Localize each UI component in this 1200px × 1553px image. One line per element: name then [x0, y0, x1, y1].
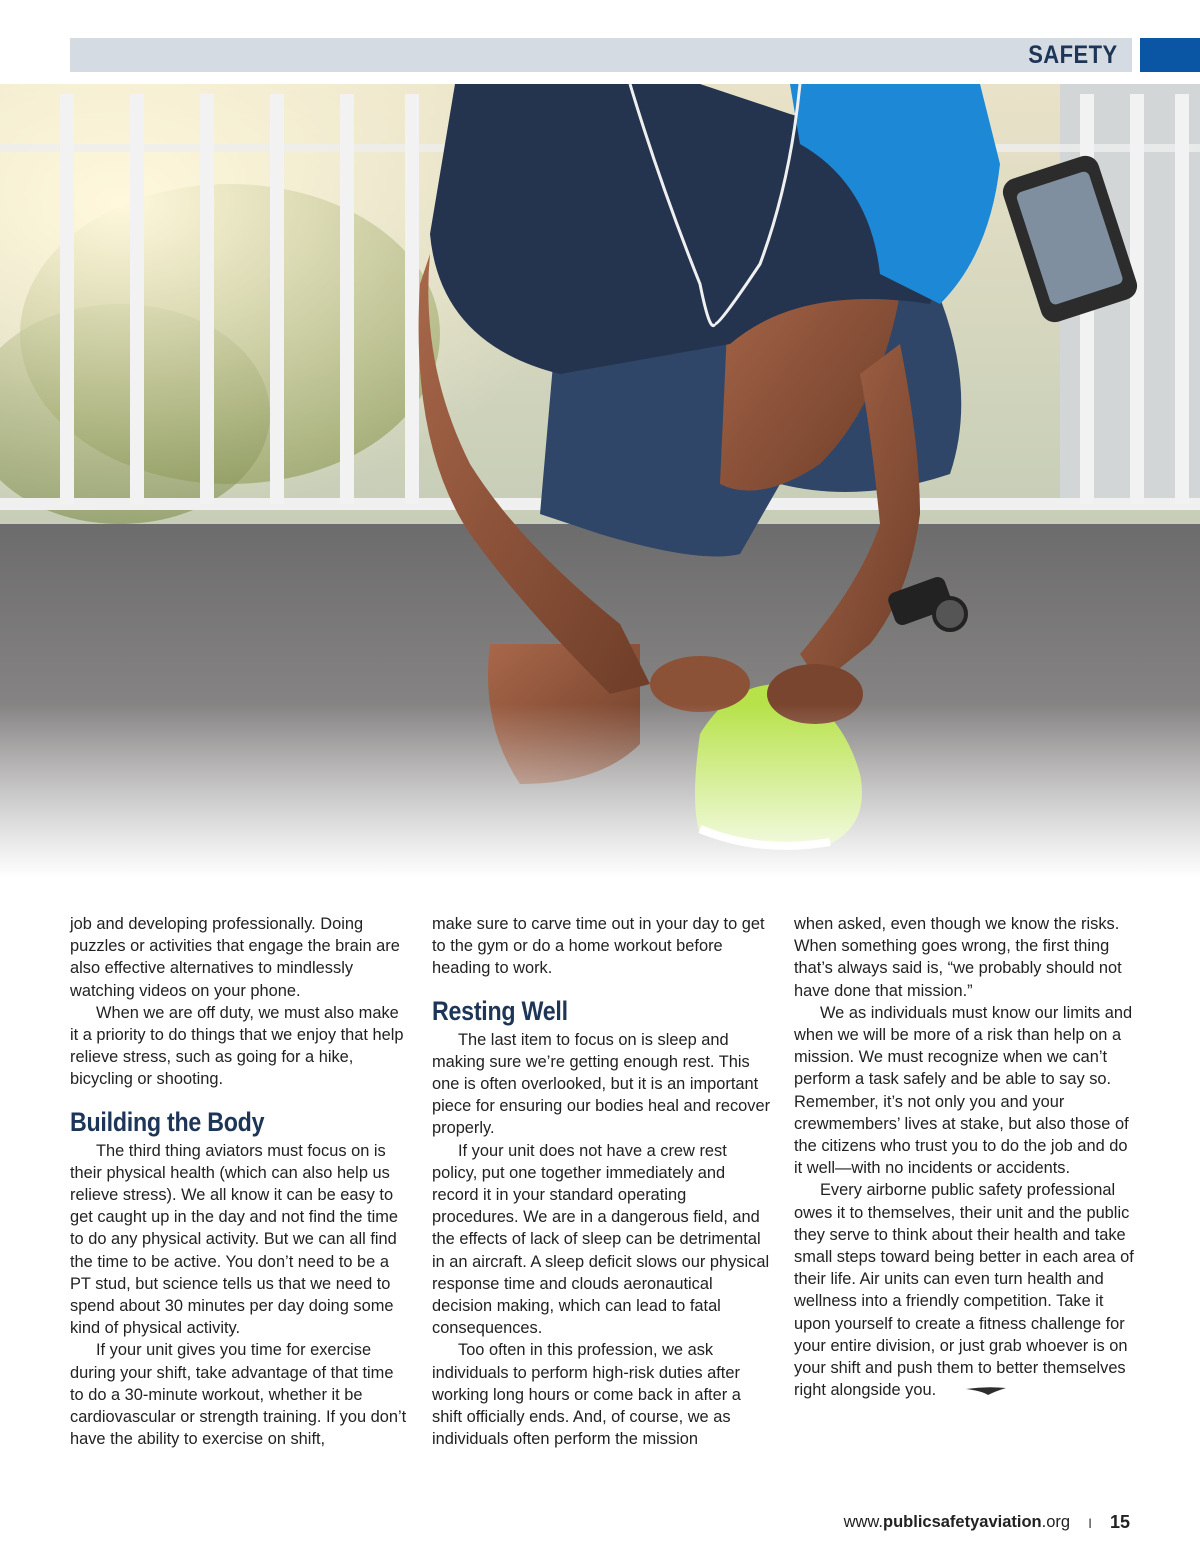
- paragraph-text: Every airborne public safety professional owes it to themselves, their unit and the public they serve to think about their health and take small steps toward being better in each area of their life. Air units can even turn health and wellness into a friendly competition. Take it upon yourself to create a fitness challenge for your entire division, or just grab whoever is on your shift and push them to better themselves right alongside you.: [794, 1181, 1134, 1400]
- url-domain: publicsafetyaviation: [883, 1513, 1042, 1531]
- paragraph: make sure to carve time out in your day to get to the gym or do a home workout before heading to work.: [432, 915, 765, 978]
- url-suffix: .org: [1041, 1513, 1071, 1531]
- footer-separator: I: [1088, 1514, 1092, 1531]
- section-heading-resting-well: Resting Well: [432, 995, 568, 1026]
- article-column-1: [70, 913, 410, 1450]
- page-footer: [844, 1512, 1130, 1533]
- paragraph: when asked, even though we know the risks. When something goes wrong, the first thing that’s always said is, “we probably should not have done that mission.”: [794, 915, 1122, 1000]
- paragraph: When we are off duty, we must also make it a priority to do things that we enjoy that help relieve stress, such as going for a hike, bicycling or shooting.: [70, 1003, 404, 1089]
- header-accent-block: [1140, 38, 1200, 72]
- paragraph: The last item to focus on is sleep and making sure we’re getting enough rest. This one is often overlooked, but it is an important piece for ensuring our bodies heal and recover properly.: [432, 1030, 771, 1138]
- section-heading-building-the-body: Building the Body: [70, 1106, 265, 1137]
- paragraph: Too often in this profession, we ask individuals to perform high-risk duties after working long hours or come back in after a shift officially ends. And, of course, we as individuals often perform the mission: [432, 1341, 741, 1449]
- page-number: 15: [1109, 1512, 1130, 1532]
- paragraph: The third thing aviators must focus on is their physical health (which can also help us relieve stress). We all know it can be easy to get caught up in the day and not find the time to do any physical activity. But we can all find the time to be active. You don’t need to be a PT stud, but science tells us that we need to spend about 30 minutes per day doing some kind of physical activity.: [70, 1141, 399, 1338]
- paragraph: We as individuals must know our limits and when we will be more of a risk than help on a mission. We must recognize when we can’t perform a task safely and be able to say so. Remember, it’s not only you and your crewmembers’ lives at stake, but also those of the citizens who trust you to do the job and do it well—with no incidents or accidents.: [794, 1003, 1133, 1178]
- article-column-2: [432, 913, 772, 1450]
- paragraph-final: [794, 1179, 1134, 1402]
- runner-tying-shoe-photo: [0, 84, 1200, 878]
- end-mark-icon: [940, 1380, 1006, 1402]
- paragraph: job and developing professionally. Doing puzzles or activities that engage the brain are also effective alternatives to mindlessly watching videos on your phone.: [70, 915, 400, 1000]
- section-label: SAFETY: [1028, 41, 1118, 69]
- footer-url[interactable]: [844, 1513, 1071, 1532]
- paragraph: If your unit does not have a crew rest policy, put one together immediately and record it in your standard operating procedures. We are in a dangerous field, and the effects of lack of sleep can be detrimental in an aircraft. A sleep deficit slows our physical response time and clouds aeronautical decision making, which can lead to fatal consequences.: [432, 1141, 770, 1338]
- paragraph: If your unit gives you time for exercise during your shift, take advantage of that time to do a 30-minute workout, whether it be cardiovascular or strength training. If you don’t have the ability to exercise on shift,: [70, 1341, 407, 1449]
- article-column-3: [794, 913, 1134, 1402]
- url-prefix: www.: [843, 1513, 883, 1531]
- section-header-bar: [70, 38, 1132, 72]
